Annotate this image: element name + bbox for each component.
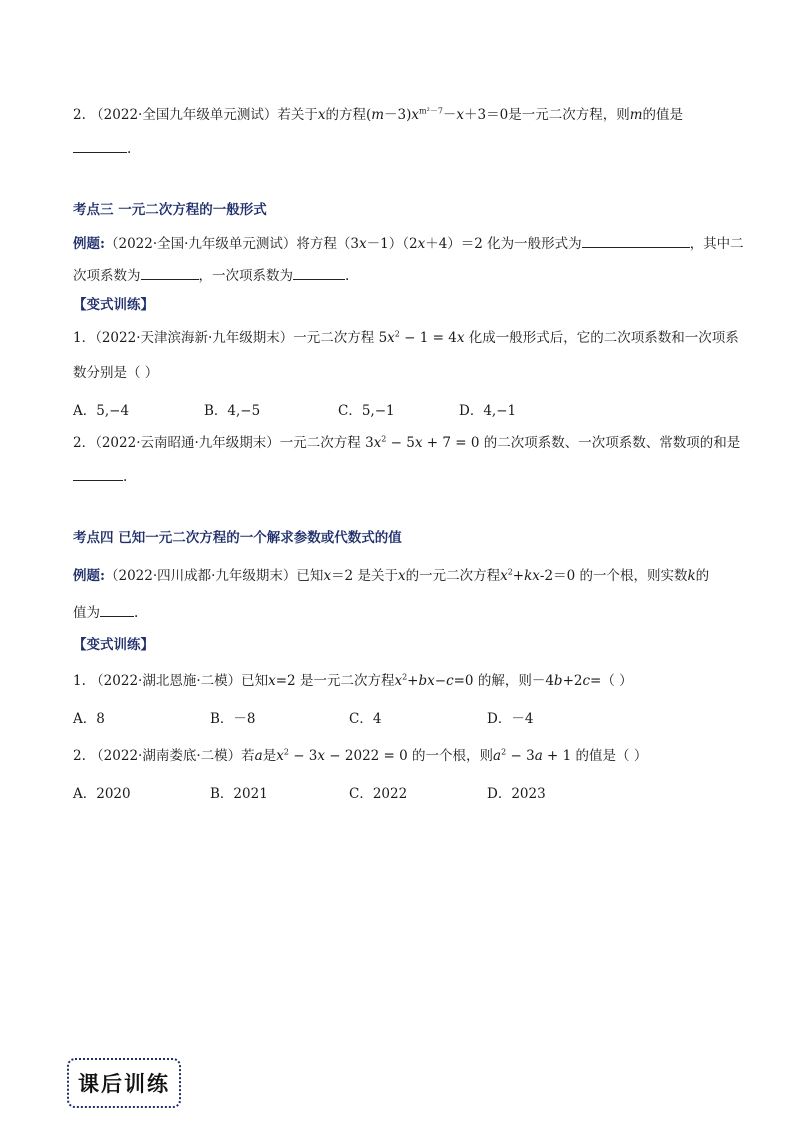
example-text: 的 — [695, 568, 710, 584]
example-label: 例题: — [73, 236, 105, 252]
problem-text: 1. （2022·湖北恩施·二模）已知 — [73, 673, 269, 689]
q2-text: ＋3＝0是一元二次方程，则 — [464, 107, 630, 123]
s3-p2-line2 — [73, 466, 127, 485]
var: x — [397, 568, 406, 584]
example-text: 的一元二次方程 — [405, 568, 501, 584]
period: . — [345, 268, 350, 284]
exponent: m²－7 — [419, 106, 443, 116]
var: x — [417, 236, 426, 252]
answer-blank[interactable] — [73, 466, 123, 481]
q2-text: 的方程( — [325, 107, 372, 123]
practice-label: 【变式训练】 — [73, 297, 154, 313]
var: x — [359, 236, 367, 252]
var: x — [394, 673, 403, 689]
var: x — [323, 568, 332, 584]
var: x — [268, 673, 276, 689]
answer-blank[interactable] — [100, 602, 134, 617]
s4-p2-line: 2. （2022·湖南娄底·二模）若a是$x^2 - 3x - 2022 = 0$ 的一个根，则$a^2 - 3a + 1$ 的值是（ ） — [73, 747, 648, 764]
option-c[interactable]: C．2022 — [349, 786, 408, 802]
example-text: ，其中二 — [689, 236, 744, 252]
period: . — [127, 141, 132, 157]
var: x — [456, 107, 465, 123]
q2-line2 — [73, 138, 131, 157]
example-text: 次项系数为 — [73, 268, 141, 284]
section3-example-line2 — [73, 264, 349, 284]
example-text: －1）（2 — [366, 236, 418, 252]
problem-text: =0 的解，则－4 — [453, 673, 554, 689]
option-d[interactable]: D．4,−1 — [459, 403, 517, 419]
problem-text: +2 — [562, 673, 583, 689]
option-b[interactable]: B．2021 — [210, 786, 268, 802]
example-text: 值为 — [73, 605, 100, 621]
period: . — [123, 469, 128, 485]
var: x — [317, 107, 326, 123]
var: x — [414, 435, 423, 451]
var: x — [500, 568, 508, 584]
var: m — [629, 107, 643, 123]
var: x — [456, 330, 465, 346]
problem-text: − 1 = 4 — [399, 330, 457, 346]
example-text: （2022·全国·九年级单元测试）将方程（3 — [104, 236, 360, 252]
example-text: （2022·四川成都·九年级期末）已知 — [104, 568, 324, 584]
option-d[interactable]: D．－4 — [487, 711, 534, 727]
q2-text: 的值是 — [642, 107, 684, 123]
var: x — [317, 748, 326, 764]
problem-text: − 3 — [288, 748, 318, 764]
option-a[interactable]: A．8 — [73, 711, 105, 727]
section4-example: 例题:（2022·四川成都·九年级期末）已知x＝2 是关于x的一元二次方程$x^2+kx-2=0$ 的一个根，则实数k的 — [73, 567, 710, 584]
example-text: ＋4）＝2 化为一般形式为 — [425, 236, 582, 252]
s3-p1-line2: 数分别是（ ） — [73, 365, 159, 381]
section3-example — [73, 232, 744, 252]
problem-text: 2．（2022·云南昭通·九年级期末）一元二次方程 3 — [73, 435, 374, 451]
problem-text: + 7 = 0 的二次项系数、一次项系数、常数项的和是 — [422, 435, 741, 451]
problem-text: =（ ） — [590, 673, 633, 689]
answer-blank[interactable] — [582, 233, 690, 248]
problem-text: 是 — [262, 748, 277, 764]
var: x — [276, 748, 284, 764]
problem-text: 化成一般形式后，它的二次项系数和一次项系 — [464, 330, 739, 346]
q2-text: 2. （2022·全国九年级单元测试）若关于 — [73, 107, 318, 123]
s3-p1-line1: 1．（2022·天津滨海新·九年级期末）一元二次方程 $5x^2 - 1 = 4x$ 化成一般形式后，它的二次项系数和一次项系 — [73, 329, 739, 346]
var: x — [373, 435, 382, 451]
section4-example-line2 — [73, 601, 138, 621]
var: m — [371, 107, 385, 123]
option-c[interactable]: C．5,−1 — [338, 403, 395, 419]
example-label: 例题: — [73, 568, 105, 584]
example-text: ＝2 是关于 — [331, 568, 398, 584]
practice-label: 【变式训练】 — [73, 637, 154, 653]
after-class-badge: 课后训练 — [67, 1058, 181, 1108]
problem-text: − 5 — [386, 435, 415, 451]
q2-line1 — [73, 103, 683, 123]
s4-p1-line: 1. （2022·湖北恩施·二模）已知x=2 是一元二次方程$x^2+bx-c=0$ 的解，则－4b+2c=（ ） — [73, 672, 633, 689]
q2-text: － — [442, 107, 457, 123]
problem-text: − 3 — [506, 748, 535, 764]
answer-blank[interactable] — [73, 138, 127, 153]
option-b[interactable]: B．－8 — [210, 711, 256, 727]
section3-title: 考点三 一元二次方程的一般形式 — [73, 202, 267, 218]
option-c[interactable]: C．4 — [349, 711, 382, 727]
problem-text: =2 是一元二次方程 — [275, 673, 395, 689]
answer-blank[interactable] — [293, 265, 345, 280]
answer-blank[interactable] — [141, 265, 199, 280]
option-a[interactable]: A．2020 — [73, 786, 131, 802]
option-d[interactable]: D．2023 — [487, 786, 546, 802]
q2-text: －3) — [384, 107, 412, 123]
option-b[interactable]: B．4,−5 — [204, 403, 261, 419]
section4-title: 考点四 已知一元二次方程的一个解求参数或代数式的值 — [73, 530, 402, 546]
var: x — [411, 107, 420, 123]
example-text: ，一次项系数为 — [198, 268, 293, 284]
option-a[interactable]: A．5,−4 — [73, 403, 130, 419]
period: . — [134, 605, 139, 621]
problem-text: − 2022 = 0 的一个根，则 — [325, 748, 494, 764]
problem-text: + 1 的值是（ ） — [542, 748, 648, 764]
problem-text: 1．（2022·天津滨海新·九年级期末）一元二次方程 5 — [73, 330, 388, 346]
problem-text: 2. （2022·湖南娄底·二模）若 — [73, 748, 255, 764]
var: x — [387, 330, 395, 346]
s3-p2-line1: 2．（2022·云南昭通·九年级期末）一元二次方程 $3x^2 - 5x + 7 = 0$ 的二次项系数、一次项系数、常数项的和是 — [73, 434, 741, 451]
example-text: -2＝0 的一个根，则实数 — [539, 568, 688, 584]
var: x — [532, 568, 540, 584]
